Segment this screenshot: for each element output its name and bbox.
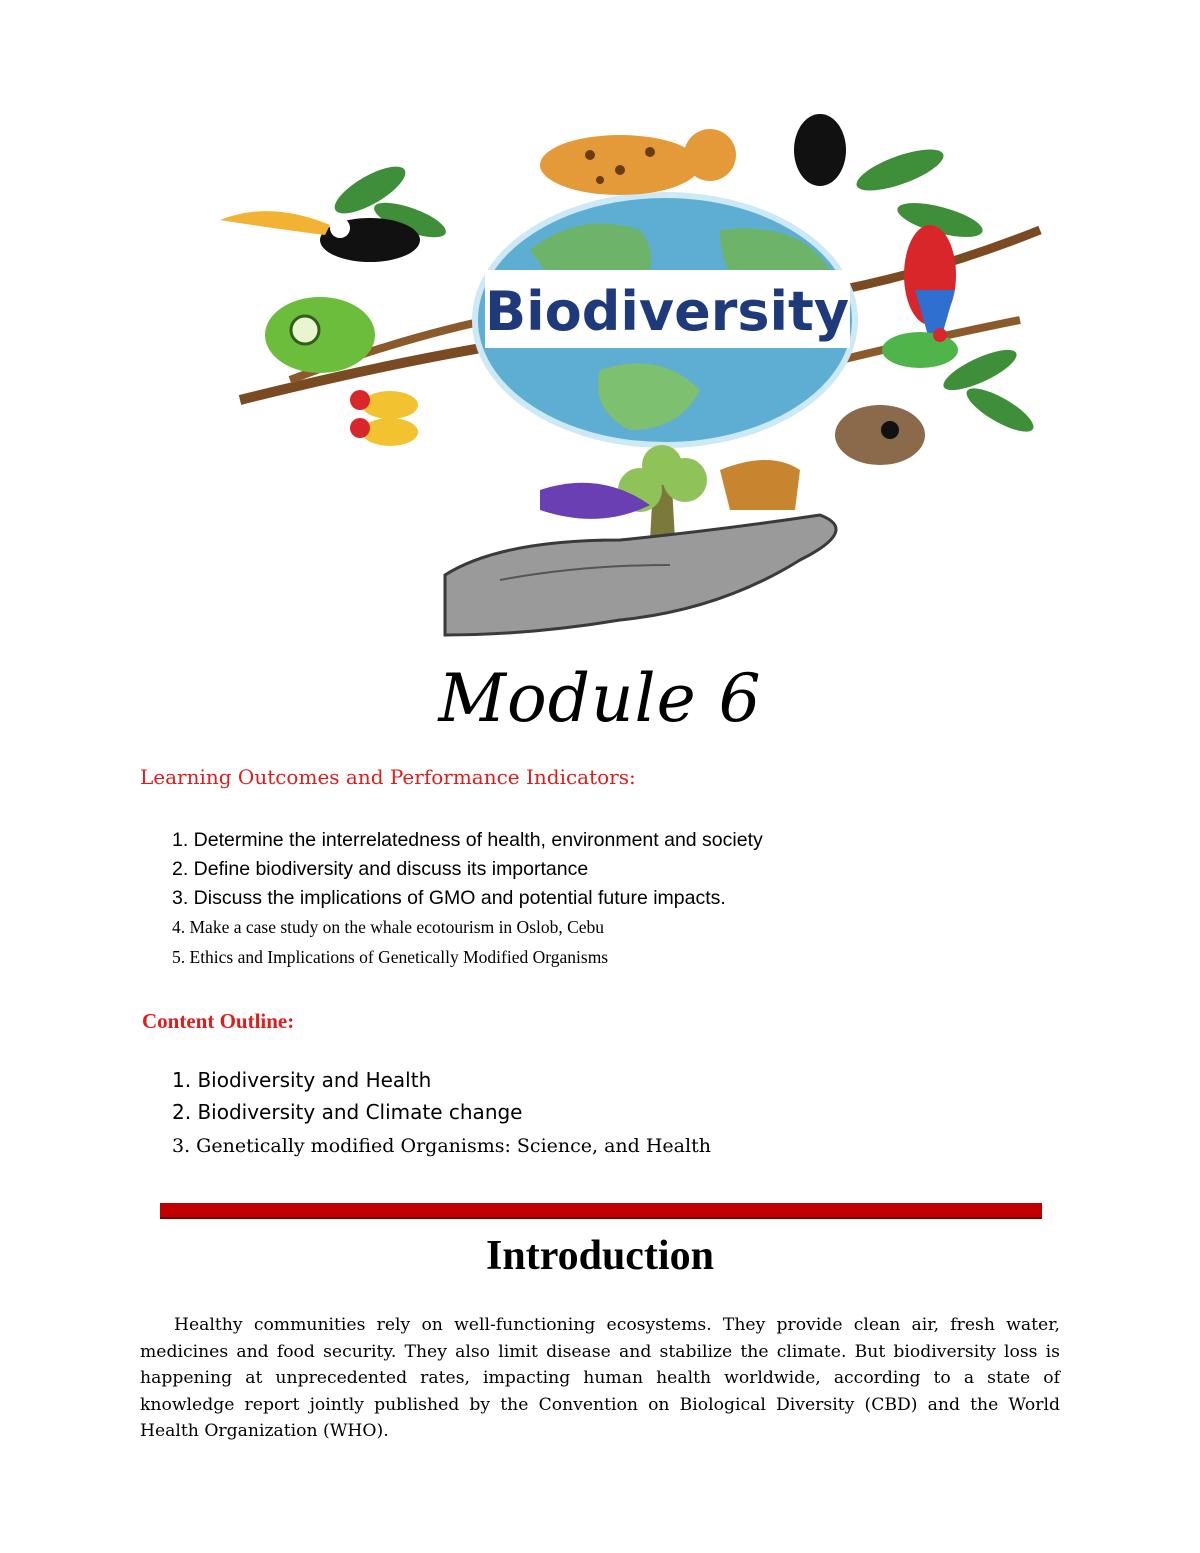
- content-outline-heading: Content Outline:: [142, 1009, 295, 1033]
- content-outline-list: [172, 1064, 711, 1164]
- introduction-paragraph: Healthy communities rely on well-functioning ecosystems. They provide clean air, fresh water, medicines and food security. They also limit disease and stabilize the climate. But biodiversity loss is happening at unprecedented rates, impacting human health worldwide, according to a state of knowledge report jointly published by the Convention on Biological Diversity (CBD) and the World Health Organization (WHO).: [140, 1315, 1060, 1441]
- section-divider: [160, 1203, 1042, 1219]
- list-item: 1. Biodiversity and Health: [172, 1068, 432, 1092]
- learning-outcomes-list: [172, 826, 763, 973]
- learning-outcomes-heading: Learning Outcomes and Performance Indicators:: [140, 765, 636, 789]
- banner-title: Biodiversity: [484, 280, 850, 343]
- list-item: 3. Discuss the implications of GMO and potential future impacts.: [172, 887, 726, 909]
- list-item: 5. Ethics and Implications of Genetically Modified Organisms: [172, 947, 609, 967]
- list-item: 4. Make a case study on the whale ecotourism in Oslob, Cebu: [172, 917, 605, 937]
- introduction-title: Introduction: [486, 1233, 714, 1279]
- module-title: Module 6: [438, 660, 762, 737]
- list-item: 2. Biodiversity and Climate change: [172, 1100, 523, 1124]
- biodiversity-illustration: [200, 110, 1060, 640]
- list-item: 3. Genetically modified Organisms: Science, and Health: [172, 1135, 711, 1157]
- list-item: 1. Determine the interrelatedness of health, environment and society: [172, 829, 763, 851]
- list-item: 2. Define biodiversity and discuss its importance: [172, 858, 589, 880]
